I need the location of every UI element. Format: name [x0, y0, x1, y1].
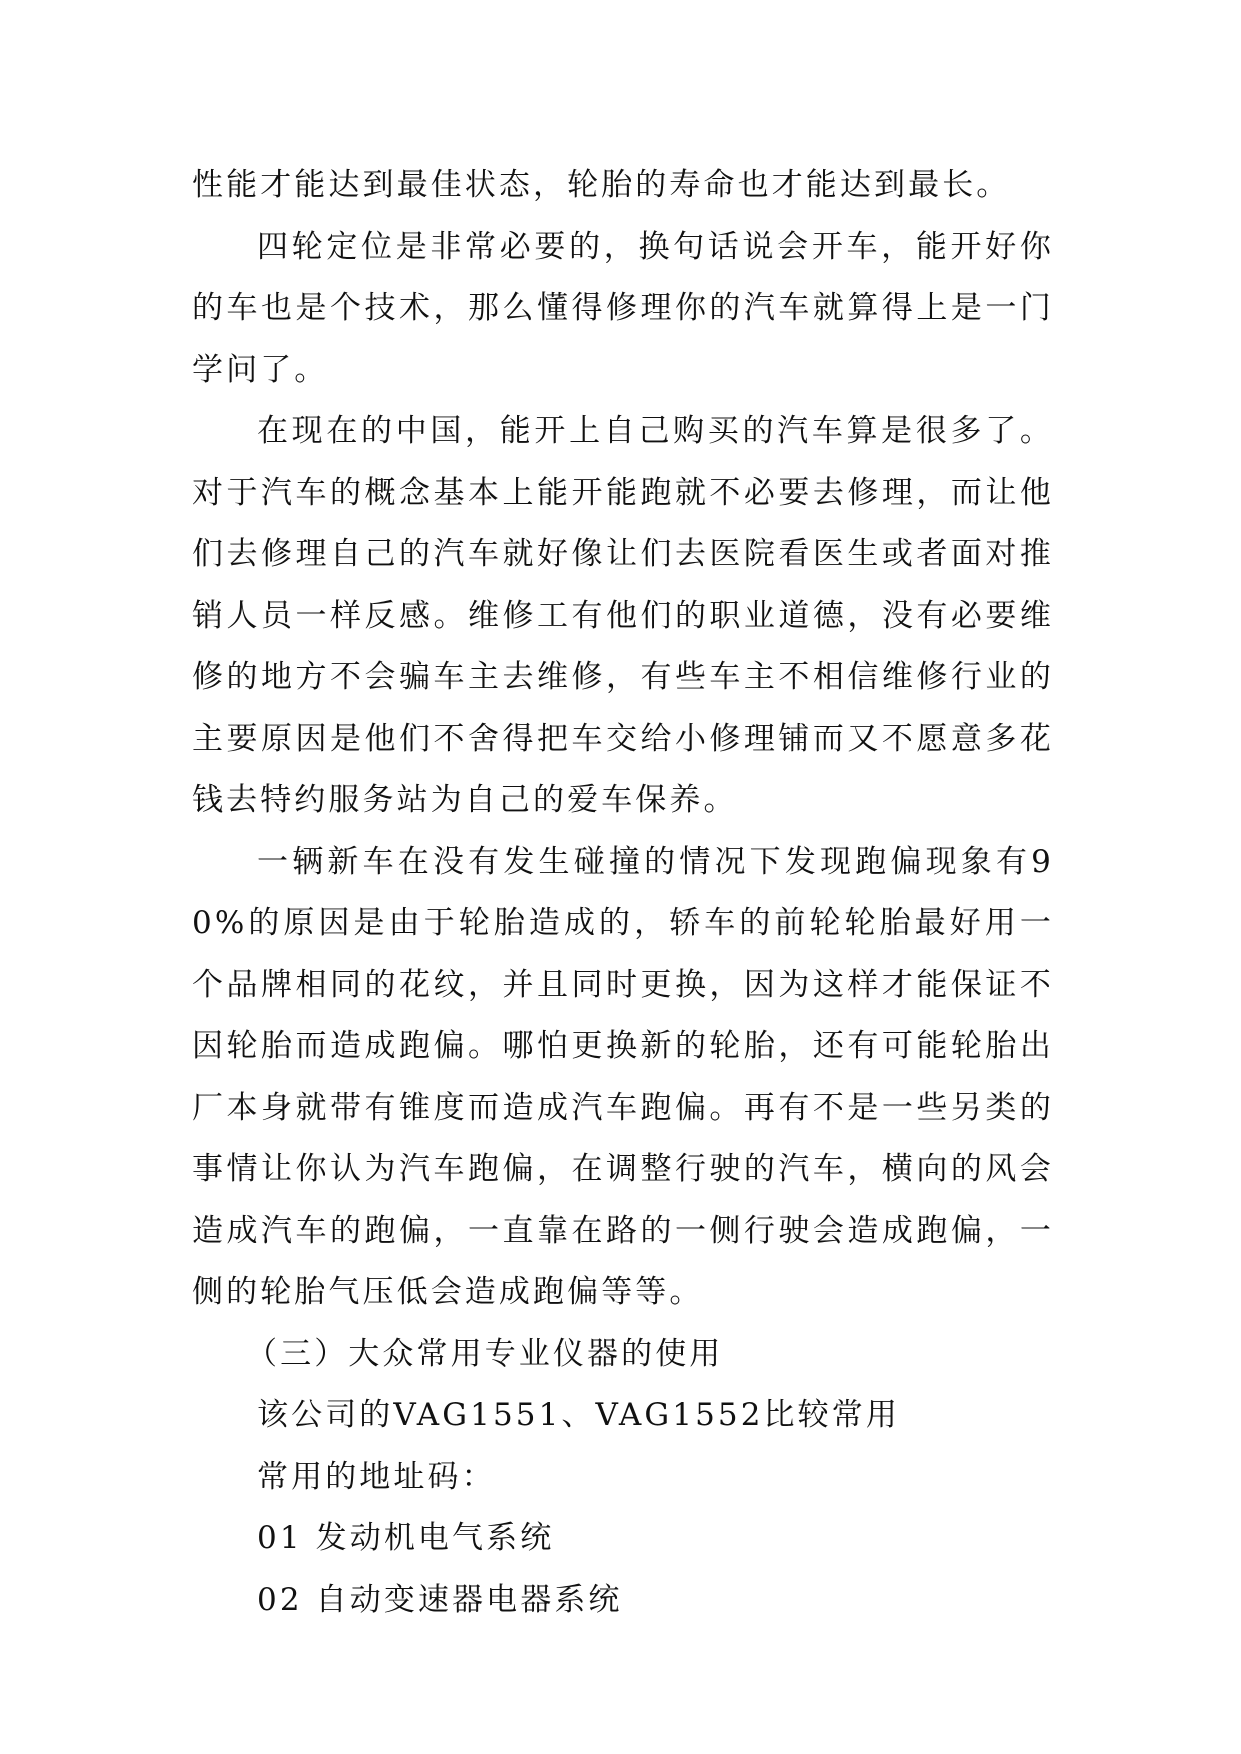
- address-code-label: 常用的地址码：: [257, 1458, 496, 1495]
- address-code-number: 02: [257, 1581, 303, 1618]
- address-code-gap: [303, 1520, 316, 1556]
- paragraph-wheel-alignment: 四轮定位是非常必要的，换句话说会开车，能开好你的车也是个技术，那么懂得修理你的汽车就算得上是一门学问了。: [192, 228, 1054, 388]
- document-body: [192, 155, 1054, 1631]
- address-code-item: [192, 1508, 1054, 1570]
- address-code-gap: [303, 1582, 316, 1618]
- address-code-item: [192, 1570, 1054, 1632]
- paragraph-car-repair-attitude: 在现在的中国，能开上自己购买的汽车算是很多了。对于汽车的概念基本上能开能跑就不必要去修理，而让他们去修理自己的汽车就好像让们去医院看医生或者面对推销人员一样反感。维修工有他们的职业道德，没有必要维修的地方不会骗车主去维修，有些车主不相信维修行业的主要原因是他们不舍得把车交给小修理铺而又不愿意多花钱去特约服务站为自己的爱车保养。: [192, 413, 1054, 818]
- address-code-name: 自动变速器电器系统: [315, 1581, 623, 1618]
- section-heading: （三）大众常用专业仪器的使用: [246, 1335, 724, 1372]
- paragraph-continuation: 性能才能达到最佳状态，轮胎的寿命也才能达到最长。: [192, 167, 1011, 203]
- address-code-name: 发动机电气系统: [315, 1520, 555, 1556]
- instrument-line: 该公司的VAG1551、VAG1552比较常用: [257, 1397, 900, 1433]
- address-code-number: 01: [257, 1520, 303, 1556]
- paragraph-pulling-causes: 一辆新车在没有发生碰撞的情况下发现跑偏现象有90%的原因是由于轮胎造成的，轿车的前轮轮胎最好用一个品牌相同的花纹，并且同时更换，因为这样才能保证不因轮胎而造成跑偏。哪怕更换新的轮胎，还有可能轮胎出厂本身就带有锥度而造成汽车跑偏。再有不是一些另类的事情让你认为汽车跑偏，在调整行驶的汽车，横向的风会造成汽车的跑偏，一直靠在路的一侧行驶会造成跑偏，一侧的轮胎气压低会造成跑偏等等。: [192, 843, 1054, 1310]
